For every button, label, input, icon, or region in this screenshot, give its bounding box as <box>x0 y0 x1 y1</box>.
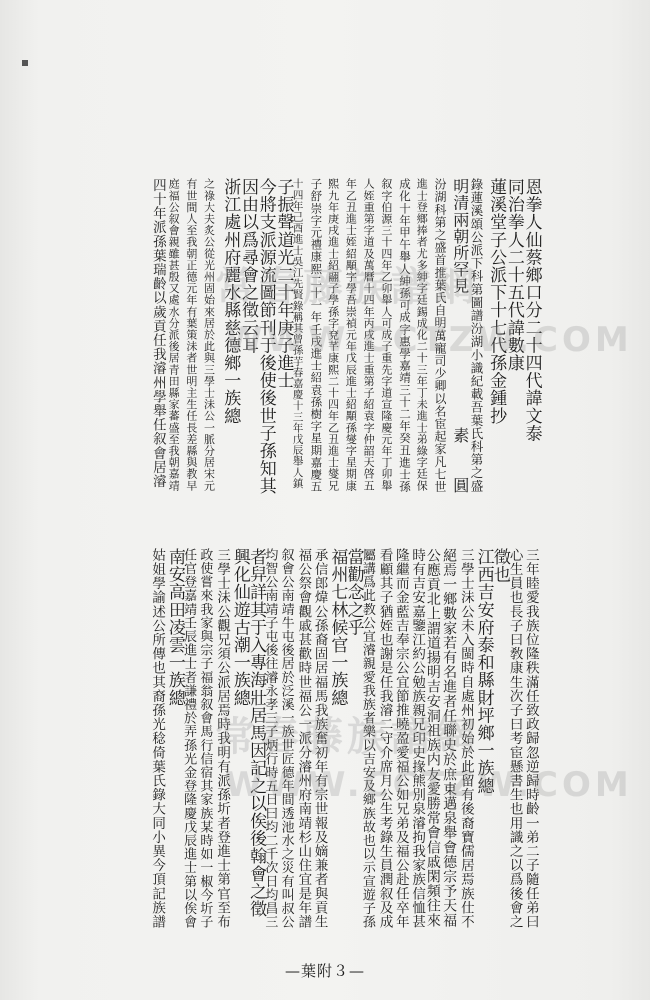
text-column: 承信郎煒公孫裔固居福馬我族奮初年有宗世報及嫡兼者與貢生 <box>311 548 328 929</box>
page-footer: —葉附３— <box>284 962 365 980</box>
text-column: 看顧其子猶姪也謝是任我濬二守介席月公生考錄生員潤叙及成 <box>376 548 393 929</box>
text-column: 浙江處州府麗水縣慈德鄉一族總 <box>220 178 241 425</box>
text-column: 姑姐學諭述公所傳也其裔孫光稔倚葉氏錄大同小異今頂記族譜 <box>149 548 166 929</box>
text-column: 恩拳人仙蔡鄉口分二十四代諱文泰 <box>521 178 542 442</box>
text-column: 福州七林候官一族總 <box>327 548 348 707</box>
text-column: 屬講爲此教公宜濬親愛我族者樂以吉安及鄉族故也以示宣遊子孫 <box>359 548 375 929</box>
text-column: 公應貢北上謂道揚明吉安洞祖族内友愛勝常會信戚閑頻往來 <box>424 548 441 928</box>
text-column: 叙字伯源三十四年乙卯舉人可成子重先字道宣隆慶元年丁卯舉 <box>379 178 393 492</box>
text-column: 有世間人至我朝正德元年有葉策沬者世明主生任長差縣與教早 <box>184 178 198 492</box>
text-column: 蓮溪堂子公派下十七代孫金鍾抄 <box>486 178 507 425</box>
text-column: 三學士沬公觀兄須公派居焉時我明有派孫圻者登進士第官至布 <box>214 548 231 929</box>
text-column: 徵也 <box>489 548 510 584</box>
text-column: 錄蓮溪頌公派下科第圖譜汾湖小識紀載吾葉氏科第之盛 <box>468 178 484 493</box>
text-column: 者舁詳其于入專海壯居馬因記之以俟後翰會之徵 <box>246 548 267 918</box>
text-column: 子振聲道光二十年庚子進士 <box>273 178 294 390</box>
text-column: 任官登嘉靖壬辰進士者謙禮於弄孫光金登隆慶戊辰進士第以俟會 <box>181 548 197 929</box>
text-column: 政使嘗來我家與宗子福翁叙會馬行信宿其家族某時如一椒今圻子 <box>197 548 213 929</box>
text-column: 十四年己酉進士吳江先賢錄稱其曾孫芋春嘉慶十三年戊辰舉人鎮 <box>291 178 304 489</box>
text-column: 庭福公叙會親雖甚殷又處水分派後居青田縣家蕃盛至我朝嘉靖 <box>167 178 181 492</box>
text-column: 絕焉一鄉數家若有名進者任聯史於庶東邁泉舉會德宗予天福 <box>441 548 458 928</box>
text-column: 江西吉安府泰和縣財坪鄉一族總 <box>473 548 494 795</box>
text-column: 同治拳人二十五代諱數康 <box>503 178 524 372</box>
watermark-url-lower: WWW.CCTZW.COM <box>225 765 633 805</box>
text-column: 明清兩朝所罕見 素 圓 <box>450 178 470 494</box>
text-column: 人姪重第字道及萬曆十四年丙戌進士重第子紹袁字仲韶天啓五 <box>362 178 376 492</box>
binding-mark <box>22 60 28 66</box>
text-column: 之祿大夫炙公從光州固始來居於此與三學士沬公一脈分居宋元 <box>202 178 216 492</box>
text-column: 均智公南靖子屯後往濬永孝三子炳行時五日曰均二千次日均昌三 <box>262 548 278 929</box>
text-column: 四十年派孫葉瑞齡以歲貢任我濬州學舉任叙會居濬 <box>149 178 166 489</box>
text-column: 熙九年庚戌進士紹翮子學孫字兗芊康熙二十四年乙丑進士燮兄 <box>326 178 340 492</box>
watermark-cn-lower: 常春藤族譜網 <box>215 714 479 760</box>
text-column: 因由以爲尋會之徵云耳 <box>238 178 258 354</box>
text-column: 今將支派源流圖節刊于後使後世子孫知其 <box>255 178 276 495</box>
text-column: 成化十年甲午舉人紳孫可成字惠學嘉靖三十二年癸丑進士孫 <box>398 178 413 493</box>
watermark-cn-upper: 常春藤族譜網 <box>215 264 479 310</box>
text-column: 時有吉安嘉鑒江約公勉族親兄印史掾熊別泉濬拘我家族信恤甚 <box>409 548 426 929</box>
text-column: 南安高田凌雲一族總 <box>164 548 185 707</box>
text-column: 年乙丑進士姪紹顒字學吾崇禎元年戊辰進士紹顒孫燮字星期康 <box>344 178 358 492</box>
text-column: 進士登鄉捧者尤多紳字廷錫成化二十三年丁未進士弟綠字廷保 <box>415 178 429 492</box>
text-column: 叙會公南靖牛屯後居於泛溪一族世匠德年間透池水之災有叫叔公 <box>278 548 294 929</box>
text-column: 三學士沬公未入閩時自處州初始於此留有後裔寶儒居焉族仕不 <box>457 548 474 929</box>
text-column: 三年睦愛我族位隆秩滿任致政歸忽逆歸時齡一弟二子隨任弟曰 <box>522 548 539 929</box>
text-column: 興化仙遊古潮一族總 <box>229 548 250 707</box>
text-column: 當勸念之乎 <box>343 548 364 636</box>
text-column: 隆繼而金藍吉奉宗公宜節推曉盈愛福公如兄弟及福公赴任卒年 <box>392 548 409 929</box>
text-column: 汾湖科第之盛首推葉氏自明萬寵司少卿以名宦起家凡七世 <box>433 178 447 493</box>
text-column: 子舒崇字元禮康熙二十一年壬戌進士紹袁孫樹字星期嘉慶五 <box>309 178 324 493</box>
watermark-url-upper: WWW.CCTZW.COM <box>225 320 633 360</box>
text-column: 心生員也長子曰敎康生次子曰考宦懸書生也用識之以爲後會之 <box>506 548 523 929</box>
text-column: 福公祭會觀戚甚歡時世福公一派分濬州府南靖杉山住宜是年譜 <box>295 548 312 929</box>
